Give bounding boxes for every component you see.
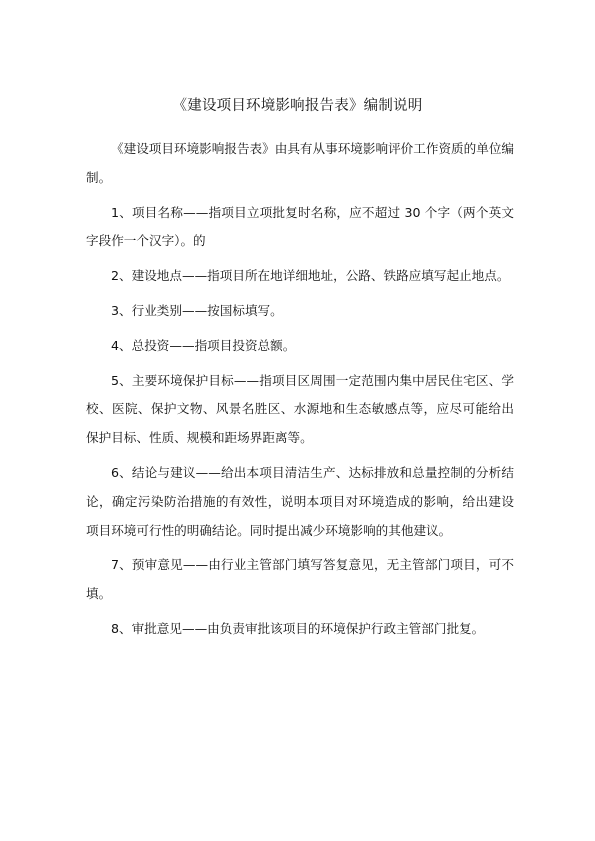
item-project-name: 1、项目名称——指项目立项批复时名称，应不超过 30 个字（两个英文字段作一个汉字）。的 [86,204,514,249]
item-approval-opinion: 8、审批意见——由负责审批该项目的环境保护行政主管部门批复。 [111,620,485,636]
document-body [86,135,514,650]
item-conclusions: 6、结论与建议——给出本项目清洁生产、达标排放和总量控制的分析结论，确定污染防治措施的有效性，说明本项目对环境造成的影响，给出建设项目环境可行性的明确结论。同时提出减少环境影响的其他建议。 [86,464,514,538]
item-industry-category: 3、行业类别——按国标填写。 [111,302,283,318]
item-preliminary-review: 7、预审意见——由行业主管部门填写答复意见，无主管部门项目，可不填。 [86,557,514,602]
item-construction-site: 2、建设地点——指项目所在地详细地址，公路、铁路应填写起止地点。 [111,268,510,284]
item-protection-targets: 5、主要环境保护目标——指项目区周围一定范围内集中居民住宅区、学校、医院、保护文物、风景名胜区、水源地和生态敏感点等，应尽可能给出保护目标、性质、规模和距场界距离等。 [86,372,514,446]
intro-paragraph: 《建设项目环境影响报告表》由具有从事环境影响评价工作资质的单位编制。 [86,141,514,185]
document-title: 《建设项目环境影响报告表》编制说明 [172,98,423,114]
item-total-investment: 4、总投资——指项目投资总额。 [111,337,296,353]
